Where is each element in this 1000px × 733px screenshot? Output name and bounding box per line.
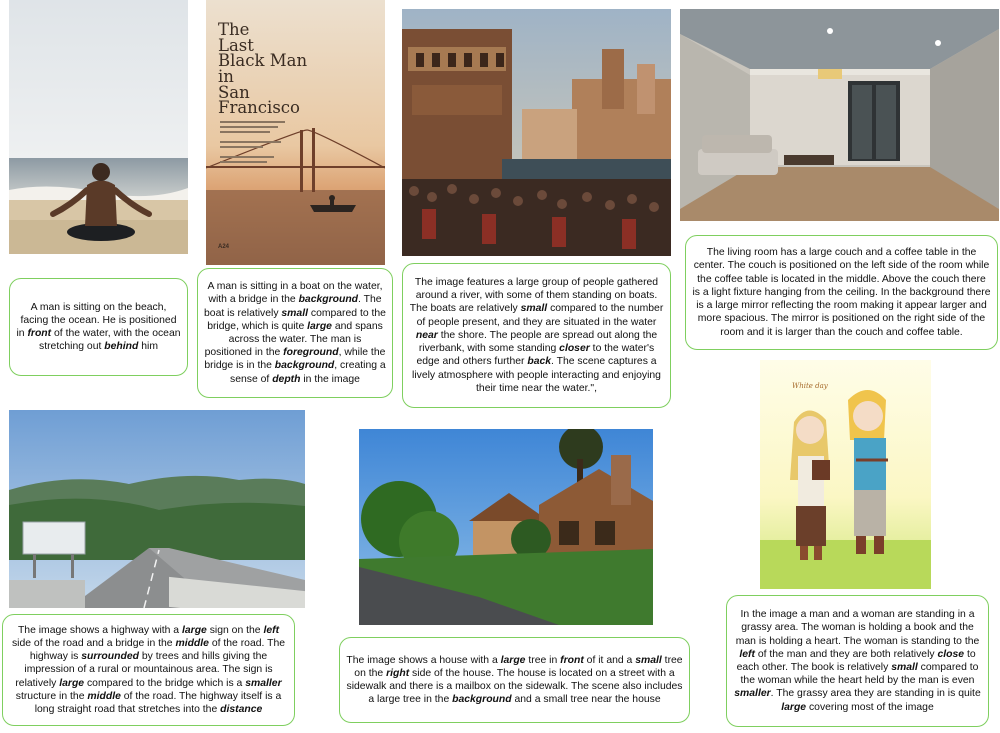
anime-handwriting: White day xyxy=(792,382,828,390)
caption-segment: The image shows a highway with a xyxy=(17,624,182,636)
caption-segment: . The grassy area they are standing in is quite xyxy=(770,688,981,700)
anime-illustration xyxy=(760,360,931,589)
emphasized-word: middle xyxy=(87,690,121,702)
caption-segment: and a small tree near the house xyxy=(511,694,661,706)
caption-segment: the shore. The people are spread out along the riverbank, with some standing xyxy=(418,329,658,355)
caption-text xyxy=(16,301,181,354)
caption-segment: . The scene captures a lively atmosphere with people interacting and enjoying their time near the water.", xyxy=(412,356,661,394)
caption-segment: of the water, with the ocean stretching out xyxy=(39,328,181,353)
caption-segment: of the road. The highway itself is a long straight road that stretches into the xyxy=(34,690,282,715)
caption-segment: side of the road and a bridge in the xyxy=(11,637,176,649)
caption-text xyxy=(9,624,288,716)
caption-segment: In the image a man and a woman are standing in a grassy area. The woman is holding a book and the man is holding a heart. The woman is standing to the xyxy=(735,609,980,647)
caption-segment: in the image xyxy=(300,373,360,385)
caption-segment: A man is sitting in a boat on the water, with a bridge in the xyxy=(207,281,383,306)
emphasized-word: distance xyxy=(220,704,263,715)
emphasized-word: large xyxy=(59,677,85,689)
beach-photo xyxy=(9,0,188,254)
poster-title-line: Black Man xyxy=(218,51,308,71)
caption-segment: compared to the bridge which is a xyxy=(84,677,246,689)
emphasized-word: large xyxy=(781,701,807,713)
caption-segment: compared to the number of people present, and they are situated in the water xyxy=(416,303,664,328)
poster-title-line: The xyxy=(218,20,250,39)
emphasized-word: front xyxy=(27,328,52,339)
poster-title-line: San xyxy=(218,82,250,102)
living-room-photo xyxy=(680,9,999,221)
poster-studio: A24 xyxy=(218,244,230,250)
emphasized-word: near xyxy=(415,329,438,341)
caption-text xyxy=(733,608,982,714)
caption-segment: , creating a sense of xyxy=(230,360,386,385)
caption-segment: The living room has a large couch and a coffee table in the center. The couch is positioned on the left side of the room while the coffee table is located in the middle. Above the couch there is a light fixture hanging from the ceiling. In the background there is a large mirror reflecting the room making it appear larger and more spacious. The mirror is positioned on the right side of the room and it is larger than the couch and coffee table. xyxy=(692,247,991,338)
emphasized-word: closer xyxy=(559,343,590,355)
highway-photo xyxy=(9,410,305,608)
caption-segment: tree in xyxy=(525,654,561,666)
boat-caption xyxy=(197,268,393,398)
painting-photo xyxy=(402,9,671,256)
poster-blurb-block xyxy=(220,118,292,166)
caption-segment: him xyxy=(138,341,158,353)
emphasized-word: small xyxy=(635,654,662,666)
emphasized-word: background xyxy=(274,360,335,372)
caption-text xyxy=(346,654,683,707)
emphasized-word: front xyxy=(560,654,584,666)
caption-segment: of the man and they are both relatively xyxy=(754,648,938,660)
house-caption xyxy=(339,637,690,723)
caption-segment: A man is sitting on the beach, facing the ocean. He is positioned in xyxy=(16,301,177,339)
living-room-caption xyxy=(685,235,998,350)
emphasized-word: small xyxy=(891,662,918,673)
caption-segment: , while the bridge is in the xyxy=(204,347,386,372)
house-photo xyxy=(359,429,653,625)
caption-segment: covering most of the image xyxy=(806,701,934,713)
highway-caption xyxy=(2,614,295,726)
caption-text xyxy=(409,276,664,395)
emphasized-word: behind xyxy=(104,341,139,353)
caption-segment: to each other. The book is relatively xyxy=(736,648,976,673)
emphasized-word: small xyxy=(520,303,548,315)
caption-text xyxy=(204,280,386,386)
caption-segment: by trees and hills giving the impression of a rural or mountainous area. The sign is relatively xyxy=(15,651,273,689)
caption-segment: of it and a xyxy=(583,654,636,666)
caption-segment: compared to the woman while the heart held by the man is even xyxy=(740,662,979,687)
emphasized-word: smaller xyxy=(245,677,282,689)
emphasized-word: background xyxy=(452,694,512,706)
emphasized-word: depth xyxy=(272,373,301,385)
poster-title-line: Francisco xyxy=(218,98,300,118)
beach-caption xyxy=(9,278,188,376)
emphasized-word: background xyxy=(298,294,359,306)
poster-title-line: Last xyxy=(218,35,254,55)
emphasized-word: foreground xyxy=(283,347,339,359)
emphasized-word: left xyxy=(739,648,755,660)
caption-segment: . The boat is relatively xyxy=(204,294,382,319)
anime-caption xyxy=(726,595,989,727)
caption-segment: to the water's edge and others further xyxy=(416,343,655,368)
emphasized-word: large xyxy=(500,654,526,666)
caption-segment: side of the house. The house is located on a street with a sidewalk and there is a mailbox on the sidewalk. The scene also includes a large tree in the xyxy=(346,667,683,706)
emphasized-word: back xyxy=(527,356,552,368)
caption-segment: and spans across the water. The man is positioned in the xyxy=(204,320,383,359)
emphasized-word: surrounded xyxy=(81,651,139,663)
emphasized-word: right xyxy=(386,667,410,679)
emphasized-word: small xyxy=(281,307,308,319)
caption-segment: The image shows a house with a xyxy=(346,654,501,666)
caption-segment: tree on the xyxy=(354,654,683,679)
emphasized-word: left xyxy=(263,624,280,636)
caption-segment: The image features a large group of people gathered around a river, with some of them standing on boats. The boats are relatively xyxy=(409,277,659,315)
caption-text xyxy=(692,246,991,338)
emphasized-word: close xyxy=(937,648,965,660)
emphasized-word: smaller xyxy=(734,688,771,700)
caption-segment: compared to the bridge, which is quite xyxy=(207,307,386,332)
poster-title-line: in xyxy=(218,67,234,87)
river-caption xyxy=(402,263,671,408)
poster-title xyxy=(218,22,307,116)
emphasized-word: large xyxy=(307,320,332,332)
movie-poster xyxy=(206,0,385,265)
caption-segment: sign on the xyxy=(206,624,264,636)
emphasized-word: large xyxy=(181,624,207,636)
emphasized-word: middle xyxy=(175,637,209,649)
caption-segment: structure in the xyxy=(15,690,88,702)
caption-segment: of the road. The highway is xyxy=(29,637,286,663)
